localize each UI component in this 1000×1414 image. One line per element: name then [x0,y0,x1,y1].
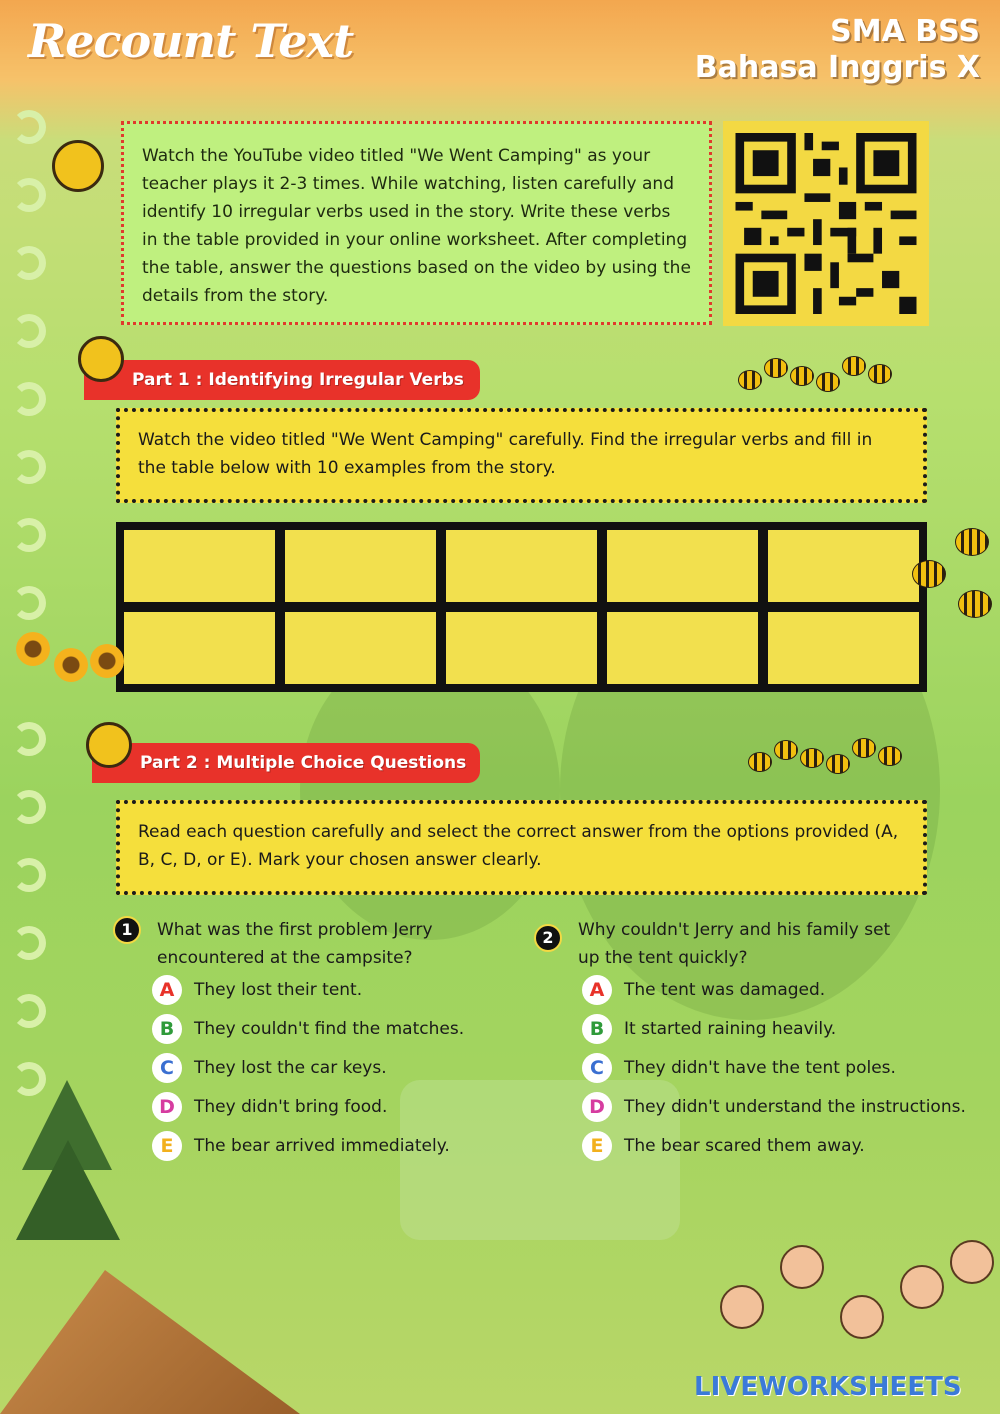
verb-answer-cell[interactable] [607,530,758,602]
option-text: They didn't understand the instructions. [624,1097,966,1117]
verb-answer-cell[interactable] [285,612,436,684]
option-letter: C [582,1053,612,1083]
bee-icon [816,372,840,392]
sunflower-icon [90,644,124,678]
qr-code[interactable] [723,121,929,326]
bee-icon [774,740,798,760]
verb-answer-cell[interactable] [768,612,919,684]
bee-icon [748,752,772,772]
bee-icon [790,366,814,386]
bee-icon [912,560,946,588]
bee-icon [958,590,992,618]
verb-answer-cell[interactable] [285,530,436,602]
option-text: It started raining heavily. [624,1019,837,1039]
part1-instruction-text: Watch the video titled "We Went Camping" carefully. Find the irregular verbs and fill in the table below with 10 examples from the story. [138,430,873,478]
bee-icon [842,356,866,376]
option-letter: E [582,1131,612,1161]
qr-code-icon [735,133,917,314]
option-letter: D [152,1092,182,1122]
part1-heading [84,360,480,400]
school-name: SMA BSS [830,14,980,49]
part2-heading-text: Part 2 : Multiple Choice Questions [140,753,467,773]
option-text: The bear arrived immediately. [194,1136,450,1156]
verb-answer-cell[interactable] [446,612,597,684]
option-text: They lost their tent. [194,980,363,1000]
option-letter: B [582,1014,612,1044]
sunflower-icon [54,648,88,682]
question-text: Why couldn't Jerry and his family set up the tent quickly? [578,920,891,968]
option-text: They couldn't find the matches. [194,1019,465,1039]
question-text: What was the first problem Jerry encountered at the campsite? [157,920,433,968]
bee-icon [800,748,824,768]
bee-pencil-icon [78,336,124,382]
option-text: The bear scared them away. [624,1136,865,1156]
question-number: 2 [534,924,562,952]
option-letter: A [152,975,182,1005]
bee-icon [955,528,989,556]
page-title: Recount Text [28,14,354,68]
pine-tree-icon [16,1140,120,1240]
bee-icon [878,746,902,766]
part2-instructions [116,800,927,895]
bee-icon [764,358,788,378]
intro-instructions [121,121,712,325]
part1-instructions [116,408,927,503]
option-letter: D [582,1092,612,1122]
bee-icon [826,754,850,774]
option-text: They didn't have the tent poles. [624,1058,896,1078]
verb-answer-cell[interactable] [768,530,919,602]
verb-answer-cell[interactable] [607,612,758,684]
intro-text: Watch the YouTube video titled "We Went Camping" as your teacher plays it 2-3 times. While watching, listen carefully and identify 10 irregular verbs used in the story. Write these verbs in the table provided in your online worksheet. After completing the table, answer the questions based on the video by using the details from the story. [142,146,691,306]
part1-heading-text: Part 1 : Identifying Irregular Verbs [132,370,464,390]
verb-answer-table [116,522,927,692]
question-number: 1 [113,916,141,944]
bee-icon [852,738,876,758]
verb-answer-cell[interactable] [124,530,275,602]
sunflower-icon [16,632,50,666]
option-letter: E [152,1131,182,1161]
bee-mascot-icon [52,140,104,192]
option-letter: C [152,1053,182,1083]
option-text: They didn't bring food. [194,1097,388,1117]
part2-instruction-text: Read each question carefully and select the correct answer from the options provided (A, B, C, D, or E). Mark your chosen answer clearly. [138,822,899,870]
subject-name: Bahasa Inggris X [694,50,980,85]
verb-answer-cell[interactable] [124,612,275,684]
option-letter: B [152,1014,182,1044]
liveworksheets-logo: LIVEWORKSHEETS [694,1372,962,1402]
bee-pencil-icon [86,722,132,768]
bee-icon [868,364,892,384]
option-letter: A [582,975,612,1005]
bee-icon [738,370,762,390]
part2-heading [92,743,480,783]
verb-answer-cell[interactable] [446,530,597,602]
option-text: The tent was damaged. [624,980,826,1000]
option-text: They lost the car keys. [194,1058,387,1078]
